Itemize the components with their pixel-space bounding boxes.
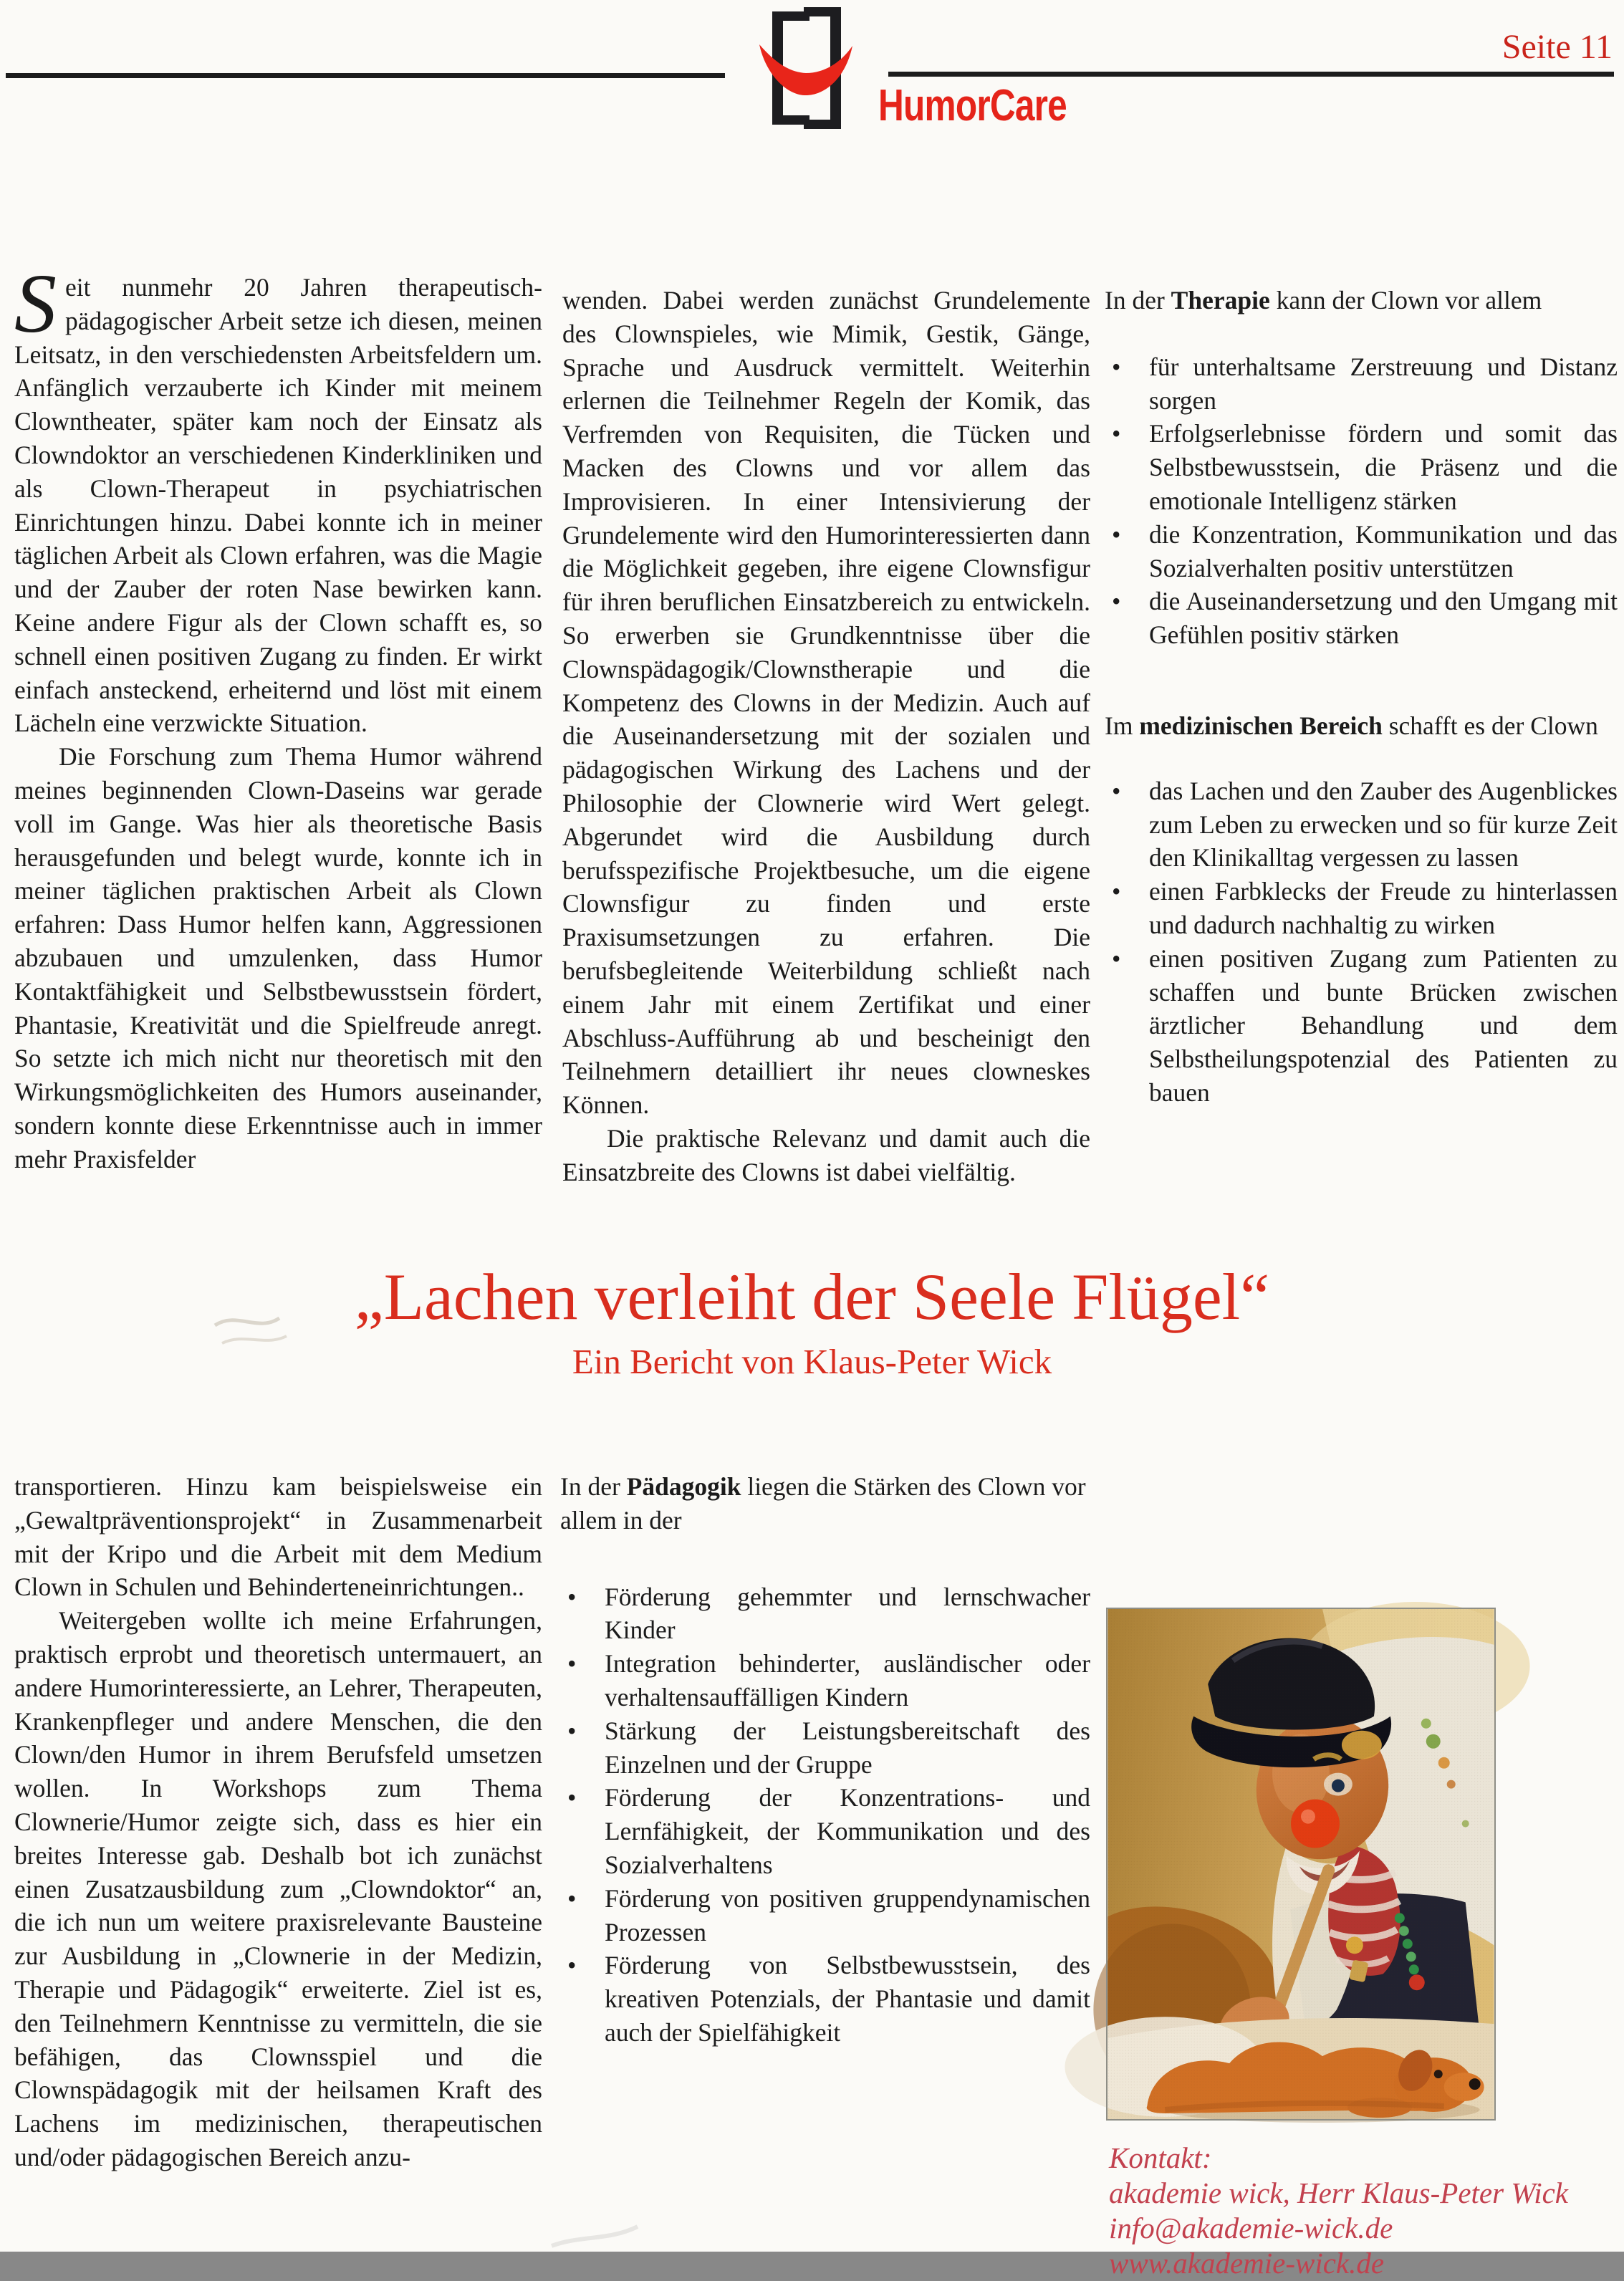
paragraph: Die Forschung zum Thema Humor während meines beginnenden Clown-Daseins war gerade voll im Gange. Was hier als theoretische Basis herausgefunden und belegt wurde, konnte ich in meiner täglichen praktischen Arbeit als Clown erfahren: Dass Humor helfen kann, Aggressionen abzubauen und umzulenken, dass Humor Kontaktfähigkeit und Selbstbewusstsein fördert, Phantasie, Kreativität und die Spielfreude anregt. So setzte ich mich nicht nur theoretisch mit den Wirkungsmöglichkeiten des Humors auseinander, sondern konnte diese Erkenntnisse auch in immer mehr Praxisfelder <box>14 742 542 1173</box>
paedagogik-heading <box>560 1470 1090 1537</box>
paragraph: transportieren. Hinzu kam beispielsweise ein „Gewaltpräventionsprojekt“ in Zusammenarbeit mit der Kripo und die Arbeit mit dem Medium Clown in Schulen und Behinderteneinrichtungen.. <box>14 1472 542 1602</box>
bullet-item: • Förderung der Konzentrations- und Lernfähigkeit, der Kommunikation und des Sozialverhaltens <box>560 1781 1090 1881</box>
contact-email: info@akademie-wick.de <box>1109 2212 1393 2244</box>
heading-text: kann der Clown vor allem <box>1269 286 1542 314</box>
paragraph: Weitergeben wollte ich meine Erfahrungen, praktisch erprobt und theoretisch untermauert, an andere Humorinteressierte, an Lehrer, Therapeuten, Krankenpfleger und andere Menschen, die den Clown/den Humor in ihrem Berufsfeld umsetzen wollen. In Workshops zum Thema Clownerie/Humor zeigte sich, dass es hier ein breites Interesse gab. Deshalb bot ich zunächst einen Zusatzausbildung zum „Clowndoktor“ an, die ich nun um weitere praxisrelevante Bausteine zur Ausbildung in „Clownerie in der Medizin, Therapie und Pädagogik“ erweiterte. Ziel ist es, den Teilnehmern Kenntnisse zu vermitteln, die sie befähigen, das Clownsspiel und die Clownspädagogik mit der heilsamen Kraft des Lachens im medizinischen, therapeutischen und/oder pädagogischen Bereich anzu- <box>14 1606 542 2171</box>
scan-smudge <box>544 2221 688 2252</box>
heading-text: In der <box>1105 286 1171 314</box>
article-top-column-3 <box>1105 284 1618 1110</box>
bullet-item: • für unterhaltsame Zerstreuung und Distanz sorgen <box>1105 350 1618 418</box>
paragraph <box>14 256 542 740</box>
page-number: Seite 11 <box>1502 28 1613 66</box>
article-top-column-1 <box>14 256 542 1176</box>
bullet-item: • Stärkung der Leistungsbereitschaft des Einzelnen und der Gruppe <box>560 1714 1090 1782</box>
header-rule-left <box>6 73 725 78</box>
bullet-item: • Integration behinderter, ausländischer oder verhaltensauffälligen Kindern <box>560 1647 1090 1714</box>
heading-bold: Therapie <box>1171 286 1270 314</box>
heading-text: liegen die Stärken des Clown vor allem in der <box>560 1472 1086 1535</box>
heading-bold: medizinischen Bereich <box>1139 711 1383 740</box>
heading-text: In der <box>560 1472 627 1501</box>
article-top-column-2 <box>562 284 1090 1189</box>
bullet-item: • Förderung gehemmter und lernschwacher Kinder <box>560 1580 1090 1648</box>
bullet-item: • die Konzentration, Kommunikation und das Sozialverhalten positiv unterstützen <box>1105 518 1618 585</box>
dropcap-letter: S <box>14 256 57 350</box>
article-subtitle: Ein Bericht von Klaus-Peter Wick <box>572 1342 1052 1381</box>
heading-text: schafft es der Clown <box>1382 711 1598 740</box>
article-title: „Lachen verleiht der Seele Flügel“ <box>354 1260 1270 1333</box>
bullet-item: • Förderung von Selbstbewusstsein, des kreativen Potenzials, der Phantasie und damit auch der Spielfähigkeit <box>560 1949 1090 2049</box>
medizin-heading <box>1105 709 1618 743</box>
paragraph: Die praktische Relevanz und damit auch die Einsatzbreite des Clowns ist dabei vielfältig. <box>562 1123 1090 1186</box>
paragraph-text: eit nunmehr 20 Jahren therapeutisch-pädagogischer Arbeit setze ich diesen, meinen Leitsatz, in den verschiedensten Arbeitsfeldern um. Anfänglich verzauberte ich Kinder mit meinem Clowntheater, später kam noch der Einsatz als Clowndoktor an verschiedenen Kinderkliniken und als Clown-Therapeut in psychiatrischen Einrichtungen hinzu. Dabei konnte ich in meiner täglichen Arbeit als Clown erfahren, was die Magie und der Zauber der roten Nase bewirken kann. Keine andere Figur als der Clown schafft es, so schnell einen positiven Zugang zu finden. Er wirkt einfach ansteckend, erheiternd und löst mit einem Lächeln eine verzwickte Situation. <box>14 273 542 738</box>
contact-website: www.akademie-wick.de <box>1109 2247 1385 2280</box>
article-bottom-column-2 <box>560 1470 1090 2050</box>
heading-bold: Pädagogik <box>626 1472 741 1501</box>
clown-photo <box>1108 1609 1494 2119</box>
bullet-item: • Erfolgserlebnisse fördern und somit das Selbstbewusstsein, die Präsenz und die emotionale Intelligenz stärken <box>1105 417 1618 517</box>
paedagogik-bullet-list <box>560 1580 1090 2050</box>
article-bottom-column-1 <box>14 1470 542 2174</box>
therapie-heading <box>1105 284 1618 317</box>
paragraph: wenden. Dabei werden zunächst Grundelemente des Clownspieles, wie Mimik, Gestik, Gänge, Sprache und Ausdruck vermittelt. Weiterhin erlernen die Teilnehmer Regeln der Komik, das Verfremden von Requisiten, die Tücken und Macken des Clowns und vor allem das Improvisieren. In einer Intensivierung der Grundelemente wird den Humorinteressierten dann die Möglichkeit gegeben, ihre eigene Clownsfigur für ihren beruflichen Einsatzbereich zu entwickeln. So erwerben sie Grundkenntnisse über die Clownspädagogik/Clownstherapie und die Kompetenz des Clowns in der Medizin. Auch auf die Auseinandersetzung mit der sozialen und pädagogischen Wirkung des Lachens und der Philosophie der Clownerie wird Wert gelegt. Abgerundet wird die Ausbildung durch berufsspezifische Projektbesuche, um die eigene Clownsfigur zu finden und erste Praxisumsetzungen zu erfahren. Die berufsbegleitende Weiterbildung schließt nach einem Jahr mit einem Zertifikat und einer Abschluss-Aufführung ab und bescheinigt den Teilnehmern detailliert ihr neues clowneskes Können. <box>562 286 1090 1120</box>
brand-wordmark: HumorCare <box>878 81 1067 130</box>
bullet-item: • Förderung von positiven gruppendynamischen Prozessen <box>560 1882 1090 1949</box>
bullet-item: • die Auseinandersetzung und den Umgang mit Gefühlen positiv stärken <box>1105 585 1618 652</box>
medizin-bullet-list <box>1105 774 1618 1110</box>
contact-block <box>1109 2141 1618 2281</box>
contact-name: akademie wick, Herr Klaus-Peter Wick <box>1109 2176 1569 2209</box>
bullet-item: • einen positiven Zugang zum Patienten zu schaffen und bunte Brücken zwischen ärztlicher Behandlung und dem Selbstheilungspotenzial des Patienten zu bauen <box>1105 942 1618 1110</box>
bullet-item: • das Lachen und den Zauber des Augenblickes zum Leben zu erwecken und so für kurze Zeit den Klinikalltag vergessen zu lassen <box>1105 774 1618 875</box>
header-rule-right <box>888 72 1614 77</box>
bullet-item: • einen Farbklecks der Freude zu hinterlassen und dadurch nachhaltig zu wirken <box>1105 875 1618 942</box>
humorcare-logo <box>752 4 861 130</box>
heading-text: Im <box>1105 711 1140 740</box>
contact-label: Kontakt: <box>1109 2141 1212 2174</box>
therapie-bullet-list <box>1105 350 1618 652</box>
